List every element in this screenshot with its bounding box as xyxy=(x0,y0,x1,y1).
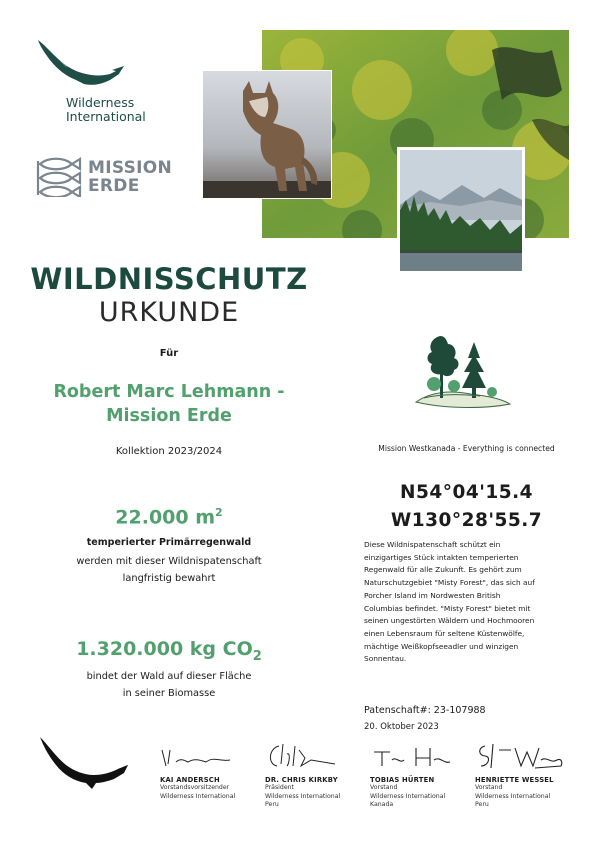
forest-type: temperierter Primärregenwald xyxy=(86,537,252,548)
tree-island-icon xyxy=(410,332,514,412)
description-line: Regenwald für alle Zukunft. Es gehört zum xyxy=(364,565,522,575)
wilderness-international-logo xyxy=(36,36,166,126)
eagle-footer-icon xyxy=(38,735,130,791)
co2-value xyxy=(0,638,338,664)
description-line: Porcher Island im Nordwesten British xyxy=(364,590,501,600)
signatory-name: HENRIETTE WESSEL xyxy=(475,776,554,784)
signatory-org: Wilderness International xyxy=(475,792,551,800)
signatory-role: Vorstandsvorsitzender xyxy=(160,784,230,791)
signatory-block xyxy=(265,740,373,810)
area-value xyxy=(0,506,338,528)
signature-drawing xyxy=(160,740,250,772)
co2-number: 1.320.000 kg CO xyxy=(76,638,253,660)
co2-desc-line2: in seiner Biomasse xyxy=(122,688,216,699)
signatory-role: Präsident xyxy=(265,784,294,791)
project-description xyxy=(364,539,579,666)
co2-description xyxy=(0,668,338,702)
certificate-date: 20. Oktober 2023 xyxy=(364,722,439,732)
signature-drawing xyxy=(475,740,565,772)
signatory-name: KAI ANDERSCH xyxy=(160,776,220,784)
description-line: Sonnentau. xyxy=(364,654,407,664)
certificate-subtitle: URKUNDE xyxy=(98,297,240,328)
co2-subscript: 2 xyxy=(252,648,262,664)
area-desc-line1: werden mit dieser Wildnispatenschaft xyxy=(76,556,262,567)
for-label: Für xyxy=(159,348,179,359)
signature-drawing xyxy=(265,740,355,772)
signatory-org: Wilderness International xyxy=(265,792,341,800)
mission-erde-line2: ERDE xyxy=(88,176,140,196)
description-line: einen Lebensraum für seltene Küstenwölfe, xyxy=(364,628,525,638)
description-line: Naturschutzgebiet "Misty Forest", das sich auf xyxy=(364,578,535,588)
certificate-title: WILDNISSCHUTZ xyxy=(30,262,308,296)
mission-erde-line1: MISSION xyxy=(88,158,173,178)
eagle-icon xyxy=(36,36,128,94)
signatory-org: Wilderness International xyxy=(370,792,446,800)
area-desc-line2: langfristig bewahrt xyxy=(122,573,216,584)
mission-erde-logo xyxy=(36,155,176,200)
signatory-name: TOBIAS HÜRTEN xyxy=(370,776,435,784)
signatory-role: Vorstand xyxy=(370,784,398,791)
signatory-role: Vorstand xyxy=(475,784,503,791)
signatory-region: Peru xyxy=(265,801,279,809)
wilderness-logo-line1: Wilderness xyxy=(66,95,135,110)
recipient-line1: Robert Marc Lehmann - xyxy=(53,382,285,402)
wilderness-logo-line2: International xyxy=(66,109,146,124)
area-exponent: 2 xyxy=(215,506,223,519)
patenschaft-number: Patenschaft#: 23-107988 xyxy=(364,705,486,716)
signatory-org: Wilderness International xyxy=(160,792,236,800)
description-line: mächtige Weißkopfseeadler und winzigen xyxy=(364,641,519,651)
recipient-name xyxy=(0,380,338,428)
coastal-forest-photo xyxy=(397,147,525,274)
co2-desc-line1: bindet der Wald auf dieser Fläche xyxy=(86,671,252,682)
coordinate-west: W130°28'55.7 xyxy=(390,510,543,531)
description-line: Diese Wildnispatenschaft schützt ein xyxy=(364,540,501,549)
signatory-name: DR. CHRIS KIRKBY xyxy=(265,776,338,784)
signatory-block xyxy=(160,740,268,801)
signatory-region: Peru xyxy=(475,801,489,809)
project-name: Mission Westkanada - Everything is connected xyxy=(378,444,555,453)
collection-label: Kollektion 2023/2024 xyxy=(115,446,223,457)
area-number: 22.000 m xyxy=(115,506,216,529)
signatory-block xyxy=(370,740,478,810)
wolf-photo xyxy=(202,70,332,199)
description-line: seinen ungestörten Wäldern und Hochmooren xyxy=(364,616,535,626)
signatory-region: Kanada xyxy=(370,801,394,809)
area-description xyxy=(0,553,338,587)
coordinate-north: N54°04'15.4 xyxy=(399,482,534,503)
signature-drawing xyxy=(370,740,460,772)
recipient-line2: Mission Erde xyxy=(106,406,232,426)
fish-icon xyxy=(36,155,84,197)
description-line: einzigartiges Stück intakten temperierten xyxy=(364,552,519,562)
signatory-block xyxy=(475,740,583,810)
description-line: Columbias befindet. "Misty Forest" bietet mit xyxy=(364,603,531,613)
